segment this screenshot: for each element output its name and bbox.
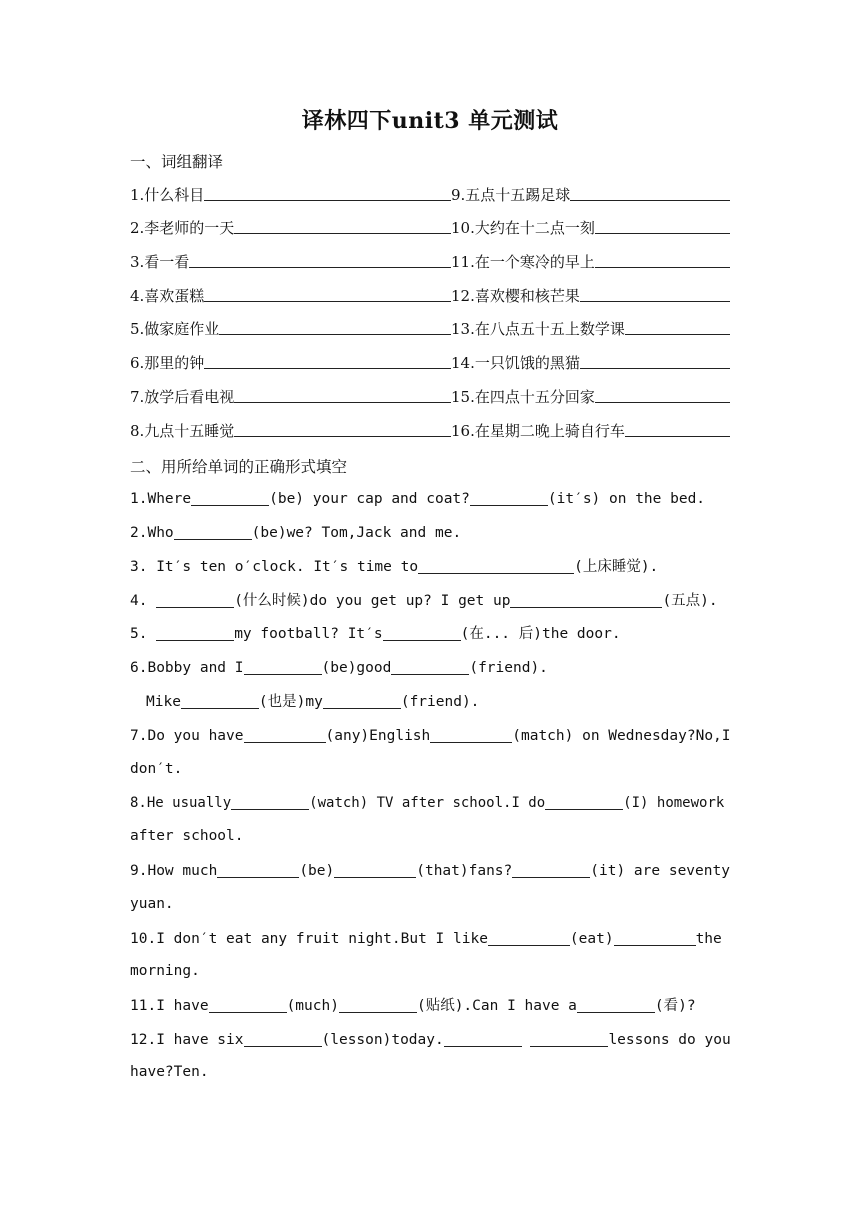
answer-line[interactable] [204,349,451,369]
question-text: (be)good [321,660,392,676]
question-text: 6.Bobby and I [130,660,244,676]
item-label: 14.一只饥饿的黑猫 [451,354,580,372]
answer-line[interactable] [625,417,730,437]
item-label: 16.在星期二晚上骑自行车 [451,422,625,440]
section-2-heading: 二、用所给单词的正确形式填空 [130,458,348,476]
answer-line[interactable] [580,282,730,302]
question-text: (match) on Wednesday?No,I [512,728,731,744]
question-6 [130,657,730,678]
blank[interactable] [444,1029,522,1047]
question-8 [130,792,730,813]
answer-line[interactable] [580,349,730,369]
question-text: (在... 后)the door. [460,626,621,642]
question-text: 10.I don′t eat any fruit night.But I like [130,931,488,947]
question-text: (much) [286,998,339,1014]
question-text: lessons do you [608,1032,731,1048]
question-text: 8.He usually [130,795,232,811]
translation-row [130,211,730,237]
blank[interactable] [244,725,326,743]
question-text: 1.Where [130,491,192,507]
question-7-line-2: don′t. [130,761,183,777]
question-text: 3. It′s ten o′clock. It′s time to [130,559,419,575]
answer-line[interactable] [189,248,451,268]
item-label: 10.大约在十二点一刻 [451,219,595,237]
question-3 [130,556,730,577]
question-text: (什么时候)do you get up? I get up [234,593,511,609]
question-text: (it) are seventy [590,863,730,879]
question-4 [130,590,730,611]
answer-line[interactable] [204,282,451,302]
item-label: 6.那里的钟 [130,354,205,372]
question-text: 7.Do you have [130,728,244,744]
answer-line[interactable] [234,383,451,403]
answer-line[interactable] [219,315,451,335]
item-label: 9.五点十五踢足球 [451,186,571,204]
item-label: 8.九点十五睡觉 [130,422,235,440]
answer-line[interactable] [595,248,730,268]
question-text: (上床睡觉). [574,559,659,575]
item-label: 15.在四点十五分回家 [451,388,595,406]
question-text: (friend). [400,694,480,710]
question-5 [130,623,730,644]
question-text: (五点). [662,593,718,609]
question-text: 9.How much [130,863,218,879]
question-2 [130,522,730,543]
blank[interactable] [470,488,548,506]
blank[interactable] [339,995,417,1013]
question-10 [130,928,730,949]
blank[interactable] [545,792,623,810]
blank[interactable] [418,556,574,574]
question-text: my football? It′s [234,626,383,642]
item-label: 2.李老师的一天 [130,219,235,237]
blank[interactable] [244,1029,322,1047]
question-9 [130,860,730,881]
question-7 [130,725,730,746]
answer-line[interactable] [234,214,451,234]
question-text: 11.I have [130,998,209,1014]
blank[interactable] [209,995,287,1013]
question-8-line-2: after school. [130,828,244,844]
blank[interactable] [244,657,322,675]
blank[interactable] [217,860,299,878]
section-1-heading: 一、词组翻译 [130,153,224,171]
question-text: (eat) [569,931,614,947]
question-text [522,1032,531,1048]
question-text: 5. [130,626,157,642]
question-12-line-2: have?Ten. [130,1064,209,1080]
question-text: (watch) TV after school.I do [309,795,546,811]
answer-line[interactable] [625,315,730,335]
question-text: (lesson)today. [321,1032,444,1048]
question-text: (贴纸).Can I have a [416,998,577,1014]
blank[interactable] [512,860,590,878]
answer-line[interactable] [234,417,451,437]
answer-line[interactable] [595,214,730,234]
question-text: (any)English [325,728,431,744]
blank[interactable] [430,725,512,743]
question-text: (be)we? Tom,Jack and me. [251,525,462,541]
blank[interactable] [174,522,252,540]
translation-row [130,312,730,338]
blank[interactable] [530,1029,608,1047]
blank[interactable] [614,928,696,946]
blank[interactable] [181,691,259,709]
item-label: 12.喜欢樱和核芒果 [451,287,580,305]
question-11 [130,995,730,1016]
item-label: 3.看一看 [130,253,190,271]
blank[interactable] [323,691,401,709]
item-label: 1.什么科目 [130,186,205,204]
question-1 [130,488,730,509]
translation-row [130,380,730,406]
blank[interactable] [383,623,461,641]
blank[interactable] [391,657,469,675]
question-text: (it′s) on the bed. [547,491,706,507]
blank[interactable] [191,488,269,506]
page-title: 译林四下unit3 单元测试 [301,108,559,134]
question-10-line-2: morning. [130,963,200,979]
answer-line[interactable] [570,181,730,201]
blank[interactable] [577,995,655,1013]
blank[interactable] [156,590,234,608]
answer-line[interactable] [204,181,451,201]
answer-line[interactable] [595,383,730,403]
question-text: (看)? [654,998,696,1014]
question-text: (I) homework [623,795,725,811]
item-label: 11.在一个寒冷的早上 [451,253,595,271]
translation-row [130,414,730,440]
translation-row [130,346,730,372]
blank[interactable] [231,792,309,810]
question-text: the [695,931,722,947]
question-text: (friend). [469,660,548,676]
item-label: 7.放学后看电视 [130,388,235,406]
question-6-line-2 [146,691,746,712]
item-label: 13.在八点五十五上数学课 [451,320,625,338]
translation-row [130,279,730,305]
question-text: (be) [299,863,335,879]
question-text: Mike [146,694,181,710]
question-text: 4. [130,593,157,609]
question-text: (that)fans? [416,863,513,879]
question-text: 2.Who [130,525,174,541]
blank[interactable] [156,623,234,641]
item-label: 4.喜欢蛋糕 [130,287,205,305]
question-9-line-2: yuan. [130,896,174,912]
translation-row [130,178,730,204]
blank[interactable] [334,860,416,878]
translation-row [130,245,730,271]
question-12 [130,1029,730,1050]
question-text: (也是)my [258,694,323,710]
question-text: (be) your cap and coat? [269,491,470,507]
blank[interactable] [510,590,662,608]
question-text: 12.I have six [130,1032,244,1048]
blank[interactable] [488,928,570,946]
item-label: 5.做家庭作业 [130,320,220,338]
